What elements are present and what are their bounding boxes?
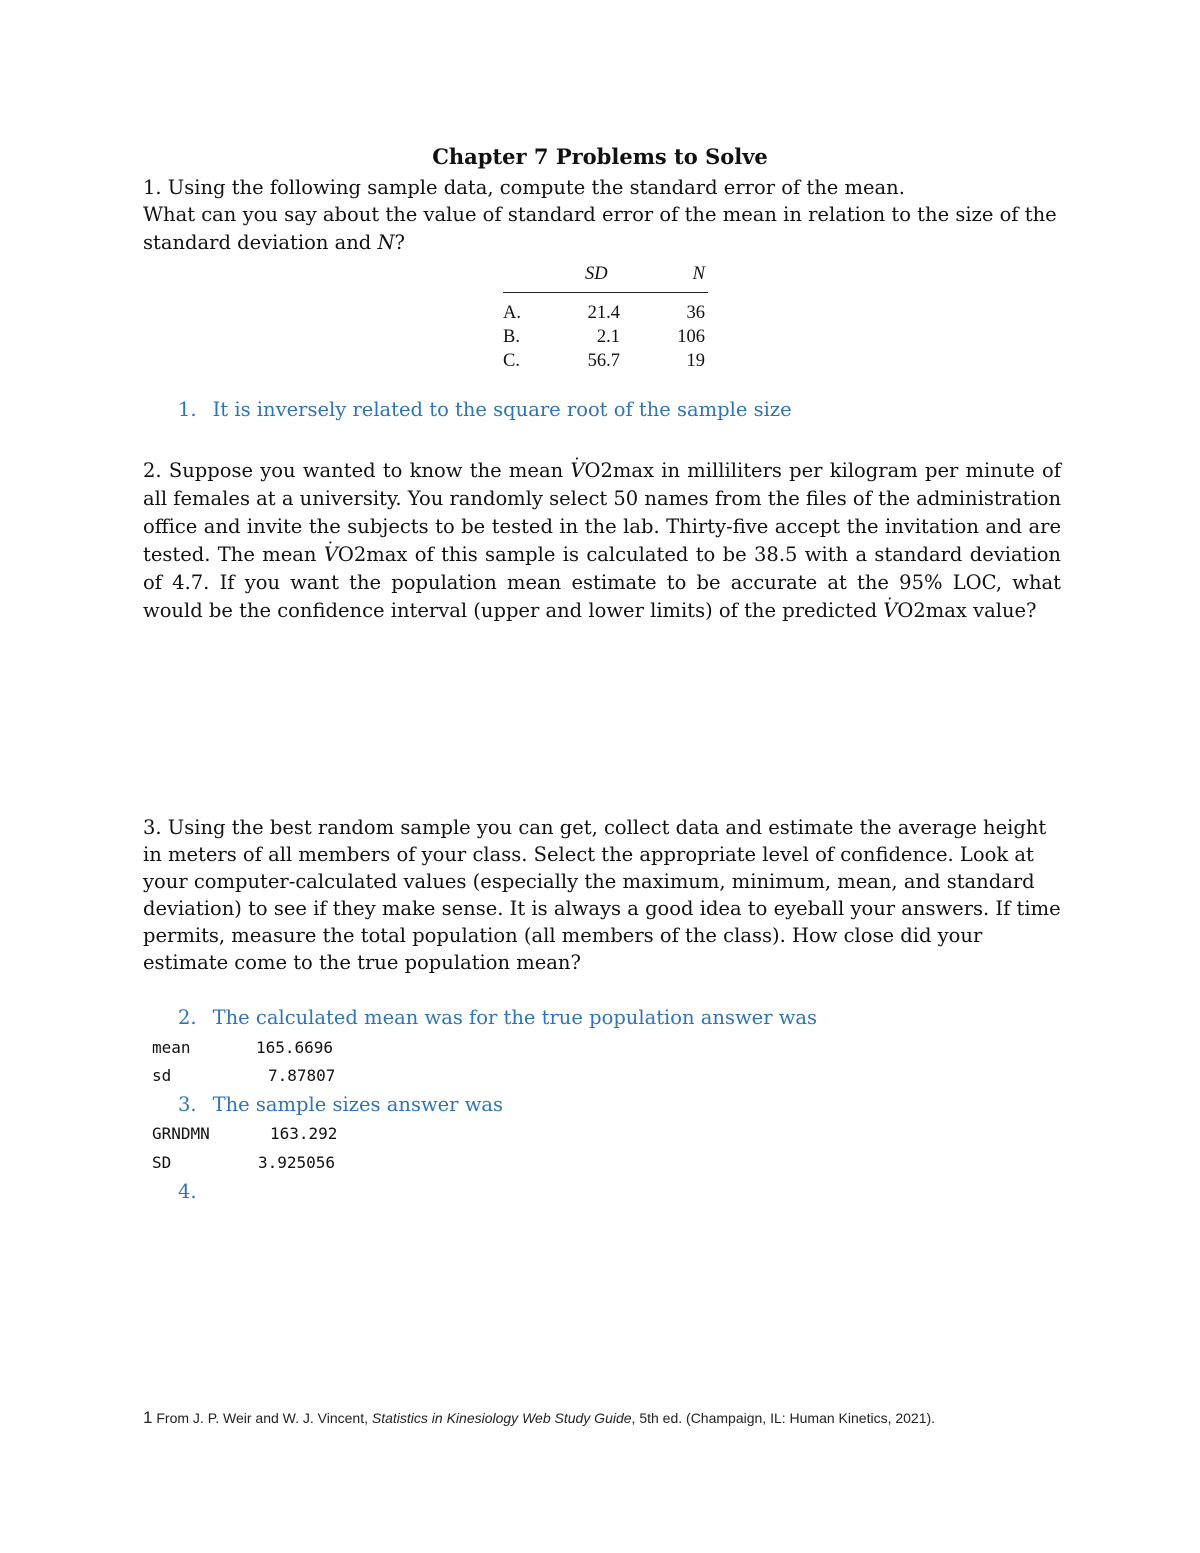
table-row: A. 21.4 36: [503, 303, 705, 323]
question-3: 3. Using the best random sample you can get, collect data and estimate the average height in meters of all members of your class. Select the appropriate level of confidence. Look at your computer-calculated values (especially the maximum, minimum, mean, and standard deviation) to see if they make sense. It is always a good idea to eyeball your answers. If time permits, measure the total population (all members of the class). How close did your estimate come to the true population mean?: [143, 816, 1061, 974]
stat-label-grndmn: GRNDMN: [152, 1124, 210, 1143]
question-1-line-1: 1. Using the following sample data, compute the standard error of the mean.: [143, 176, 905, 199]
question-1-line-3: standard deviation and N?: [143, 231, 406, 254]
stat-value-grndmn: 163.292: [270, 1124, 338, 1143]
answer-4: 4.: [178, 1180, 197, 1203]
table-row: B. 2.1 106: [503, 327, 705, 347]
footnote: 1 From J. P. Weir and W. J. Vincent, Statistics in Kinesiology Web Study Guide, 5th ed. (Champaign, IL: Human Kinetics, 2021).: [143, 1408, 936, 1427]
answer-2: 2. The calculated mean was for the true population answer was: [178, 1006, 818, 1029]
table-header: [503, 264, 708, 293]
question-2: 2. Suppose you wanted to know the mean V ·O2max in milliliters per kilogram per minute of all females at a university. You randomly select 50 names from the files of the administration office and invite the subjects to be tested in the lab. Thirty-five accept the invitation and are tested. The mean V ·O2max of this sample is calculated to be 38.5 with a standard deviation of 4.7. If you want the population mean estimate to be accurate at the 95% LOC, what would be the confidence interval (upper and lower limits) of the predicted V ·O2max value?: [143, 457, 1061, 625]
question-1-line-2: What can you say about the value of standard error of the mean in relation to the size of the: [143, 203, 1057, 226]
sample-data-table: [503, 264, 708, 375]
stat-label-mean: mean: [152, 1038, 191, 1057]
stat-label-sd-sample: SD: [152, 1153, 172, 1172]
header-sd: SD: [585, 264, 608, 284]
header-n: N: [692, 264, 705, 284]
book-title: Statistics in Kinesiology Web Study Guide: [371, 1410, 632, 1426]
stat-value-sd: 7.87807: [268, 1066, 336, 1085]
stat-label-sd: sd: [152, 1066, 172, 1085]
stat-value-sd-sample: 3.925056: [258, 1153, 336, 1172]
stat-value-mean: 165.6696: [256, 1038, 334, 1057]
footnote-number: 1: [143, 1408, 153, 1427]
page-title: Chapter 7 Problems to Solve: [432, 144, 768, 169]
answer-1: 1. It is inversely related to the square root of the sample size: [178, 398, 792, 421]
answer-3: 3. The sample sizes answer was: [178, 1093, 504, 1116]
table-row: C. 56.7 19: [503, 351, 705, 371]
